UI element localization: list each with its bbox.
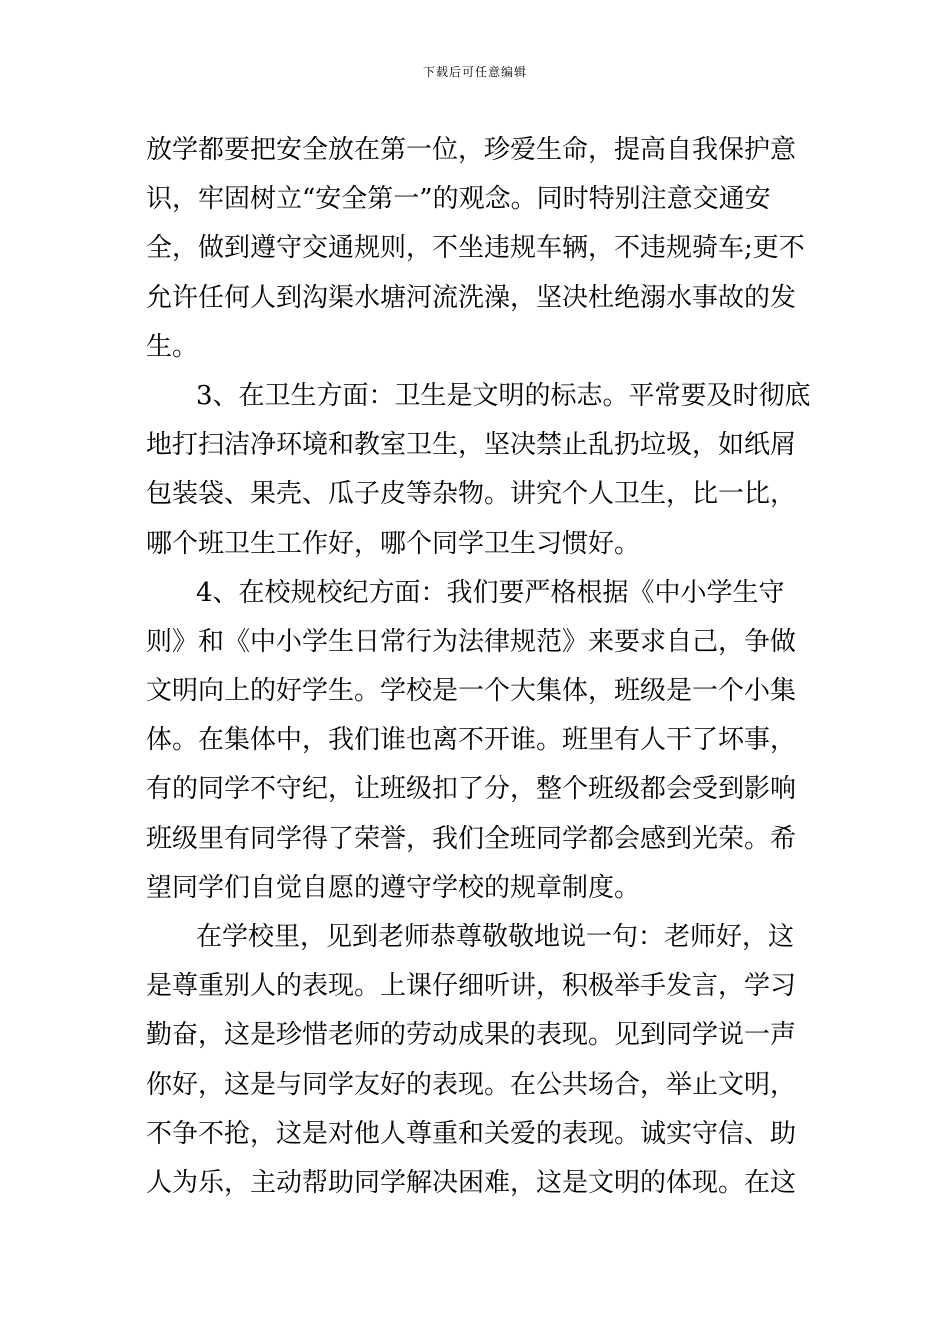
text-line: 文明向上的好学生。学校是一个大集体，班级是一个小集 [146, 676, 797, 707]
text-line: 放学都要把安全放在第一位，珍爱生命，提高自我保护意 [146, 135, 797, 165]
paragraph-start-line: 在学校里，见到老师恭尊敬敬地说一句：老师好，这 [196, 922, 795, 952]
text-line: 有的同学不守纪，让班级扣了分，整个班级都会受到影响 [146, 774, 797, 805]
text-line: 人为乐，主动帮助同学解决困难，这是文明的体现。在这 [146, 1167, 797, 1198]
text-line: 勤奋，这是珍惜老师的劳动成果的表现。见到同学说一声 [146, 1020, 797, 1051]
body-text [146, 126, 811, 1208]
text-line: 地打扫洁净环境和教室卫生，坚决禁止乱扔垃圾，如纸屑 [146, 430, 797, 461]
page-header-note: 下载后可任意编辑 [422, 65, 527, 79]
text-line: 你好，这是与同学友好的表现。在公共场合，举止文明， [146, 1069, 797, 1100]
text-line: 是尊重别人的表现。上课仔细听讲，积极举手发言，学习 [146, 971, 797, 1002]
text-line: 包装袋、果壳、瓜子皮等杂物。讲究个人卫生，比一比， [146, 479, 797, 510]
text-line: 哪个班卫生工作好，哪个同学卫生习惯好。 [146, 528, 641, 559]
text-line: 全，做到遵守交通规则，不坐违规车辆，不违规骑车;更不 [146, 233, 805, 264]
text-line: 望同学们自觉自愿的遵守学校的规章制度。 [146, 872, 641, 903]
text-line: 则》和《中小学生日常行为法律规范》来要求自己，争做 [146, 626, 797, 657]
text-line: 不争不抢，这是对他人尊重和关爱的表现。诚实守信、助 [146, 1118, 797, 1149]
text-line: 体。在集体中，我们谁也离不开谁。班里有人干了坏事， [146, 725, 797, 756]
text-line: 班级里有同学得了荣誉，我们全班同学都会感到光荣。希 [146, 823, 797, 854]
text-line: 识，牢固树立“安全第一”的观念。同时特别注意交通安 [146, 184, 771, 215]
text-line: 生。 [146, 331, 199, 362]
paragraph-start-line: 3、在卫生方面：卫生是文明的标志。平常要及时彻底 [196, 380, 811, 411]
text-line: 允许任何人到沟渠水塘河流洗澡，坚决杜绝溺水事故的发 [146, 282, 797, 313]
paragraph-start-line: 4、在校规校纪方面：我们要严格根据《中小学生守 [196, 577, 785, 608]
